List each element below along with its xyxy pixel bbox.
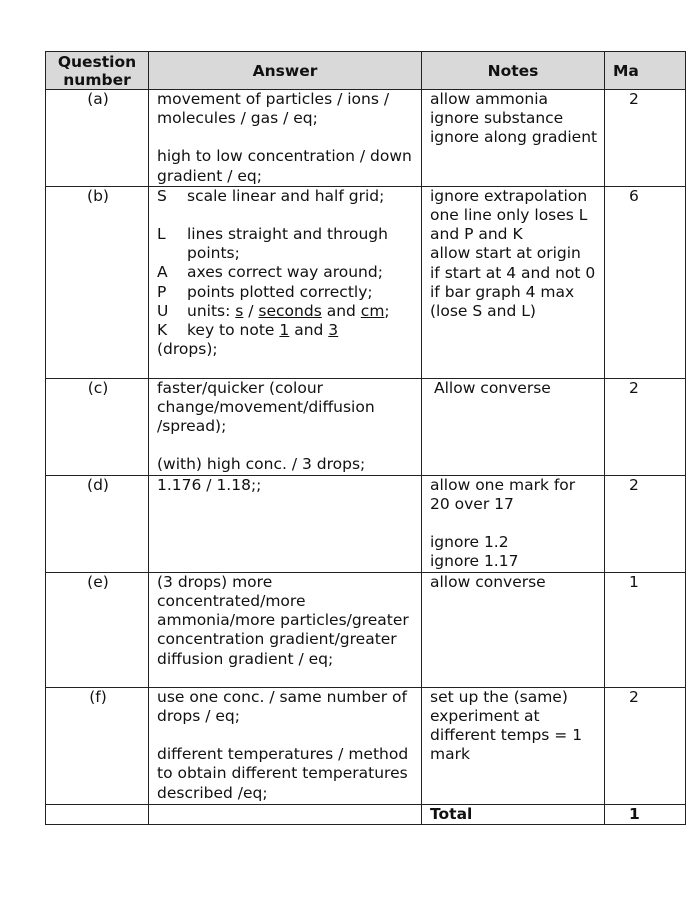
answer-line (157, 436, 415, 455)
criterion-a (157, 263, 415, 282)
criterion-text: axes correct way around; (187, 263, 383, 282)
total-marks: 1 (605, 804, 686, 824)
note-line: ignore extrapolation (430, 186, 588, 205)
criterion-text: scale linear and half grid; (187, 186, 385, 205)
criterion-key: A (157, 263, 168, 282)
table-row (46, 687, 686, 804)
header-row (46, 52, 686, 90)
answer-line: different temperatures / method to obtain different temperatures described /eq; (157, 745, 409, 802)
marks-cell: 6 (605, 186, 686, 378)
question-number: (a) (46, 90, 149, 187)
question-number: (c) (46, 378, 149, 475)
note-line: allow start at origin (430, 244, 581, 263)
answer-line: 1.176 / 1.18;; (157, 475, 262, 494)
table-row (46, 90, 686, 187)
answer-cell (149, 90, 422, 187)
table-row (46, 186, 686, 378)
total-label: Total (422, 804, 605, 824)
marks-cell: 2 (605, 475, 686, 572)
criterion-l (157, 225, 415, 263)
answer-line (157, 128, 415, 147)
criterion-text: units: s / seconds and cm; (187, 301, 390, 320)
criterion-key: U (157, 301, 169, 320)
criterion-k-end: (drops); (157, 340, 218, 359)
note-line: allow converse (430, 572, 546, 591)
criterion-key: S (157, 186, 167, 205)
mark-scheme-table (45, 51, 686, 825)
notes-cell (422, 378, 605, 475)
empty-cell (46, 804, 149, 824)
table-row (46, 572, 686, 687)
criterion-s (157, 187, 415, 206)
answer-line: (3 drops) more concentrated/more ammonia/more particles/greater concentration gradient/greater diffusion gradient / eq; (157, 572, 409, 668)
note-line: if start at 4 and not 0 (430, 263, 596, 282)
question-number: (d) (46, 475, 149, 572)
criterion-key: K (157, 321, 168, 340)
note-line (430, 514, 598, 533)
criterion-k (157, 321, 415, 340)
note-line: ignore 1.2 (430, 533, 509, 552)
answer-cell (149, 378, 422, 475)
note-line: allow ammonia (430, 90, 549, 108)
answer-line: faster/quicker (colour change/movement/diffusion /spread); (157, 378, 375, 436)
answer-line: (with) high conc. / 3 drops; (157, 455, 366, 474)
answer-cell (149, 572, 422, 687)
note-line: ignore substance (430, 109, 564, 128)
table-row (46, 378, 686, 475)
note-line: ignore along gradient (430, 128, 598, 147)
marks-cell: 2 (605, 378, 686, 475)
criterion-key: P (157, 282, 167, 301)
criterion-text: key to note 1 and 3 (187, 321, 339, 340)
notes-cell (422, 186, 605, 378)
criterion-text: lines straight and through points; (187, 225, 388, 263)
criterion-p (157, 283, 415, 302)
answer-cell (149, 687, 422, 804)
marks-cell: 1 (605, 572, 686, 687)
notes-cell (422, 475, 605, 572)
note-line: Allow converse (434, 378, 551, 397)
question-number: (f) (46, 687, 149, 804)
header-question-number: Question number (46, 52, 149, 90)
notes-cell (422, 572, 605, 687)
notes-cell (422, 687, 605, 804)
header-answer: Answer (149, 52, 422, 90)
answer-cell (149, 186, 422, 378)
answer-line: use one conc. / same number of drops / eq; (157, 687, 407, 726)
question-number: (e) (46, 572, 149, 687)
note-line: allow one mark for 20 over 17 (430, 475, 576, 514)
header-notes: Notes (422, 52, 605, 90)
header-marks: Ma (605, 52, 686, 90)
empty-cell (149, 804, 422, 824)
note-line: ignore 1.17 (430, 552, 519, 571)
criterion-u (157, 302, 415, 321)
answer-line (157, 726, 415, 745)
answer-line: movement of particles / ions / molecules / gas / eq; (157, 90, 390, 128)
table-row (46, 475, 686, 572)
question-number: (b) (46, 186, 149, 378)
note-line: one line only loses L and P and K (430, 206, 588, 244)
answer-cell (149, 475, 422, 572)
marks-cell: 2 (605, 687, 686, 804)
answer-line: high to low concentration / down gradient / eq; (157, 147, 412, 185)
note-line: if bar graph 4 max (lose S and L) (430, 282, 575, 321)
criterion-key: L (157, 225, 166, 244)
marks-cell: 2 (605, 90, 686, 187)
note-line: set up the (same) experiment at different temps = 1 mark (430, 687, 583, 764)
notes-cell (422, 90, 605, 187)
total-row (46, 804, 686, 824)
criterion-text: points plotted correctly; (187, 282, 373, 301)
